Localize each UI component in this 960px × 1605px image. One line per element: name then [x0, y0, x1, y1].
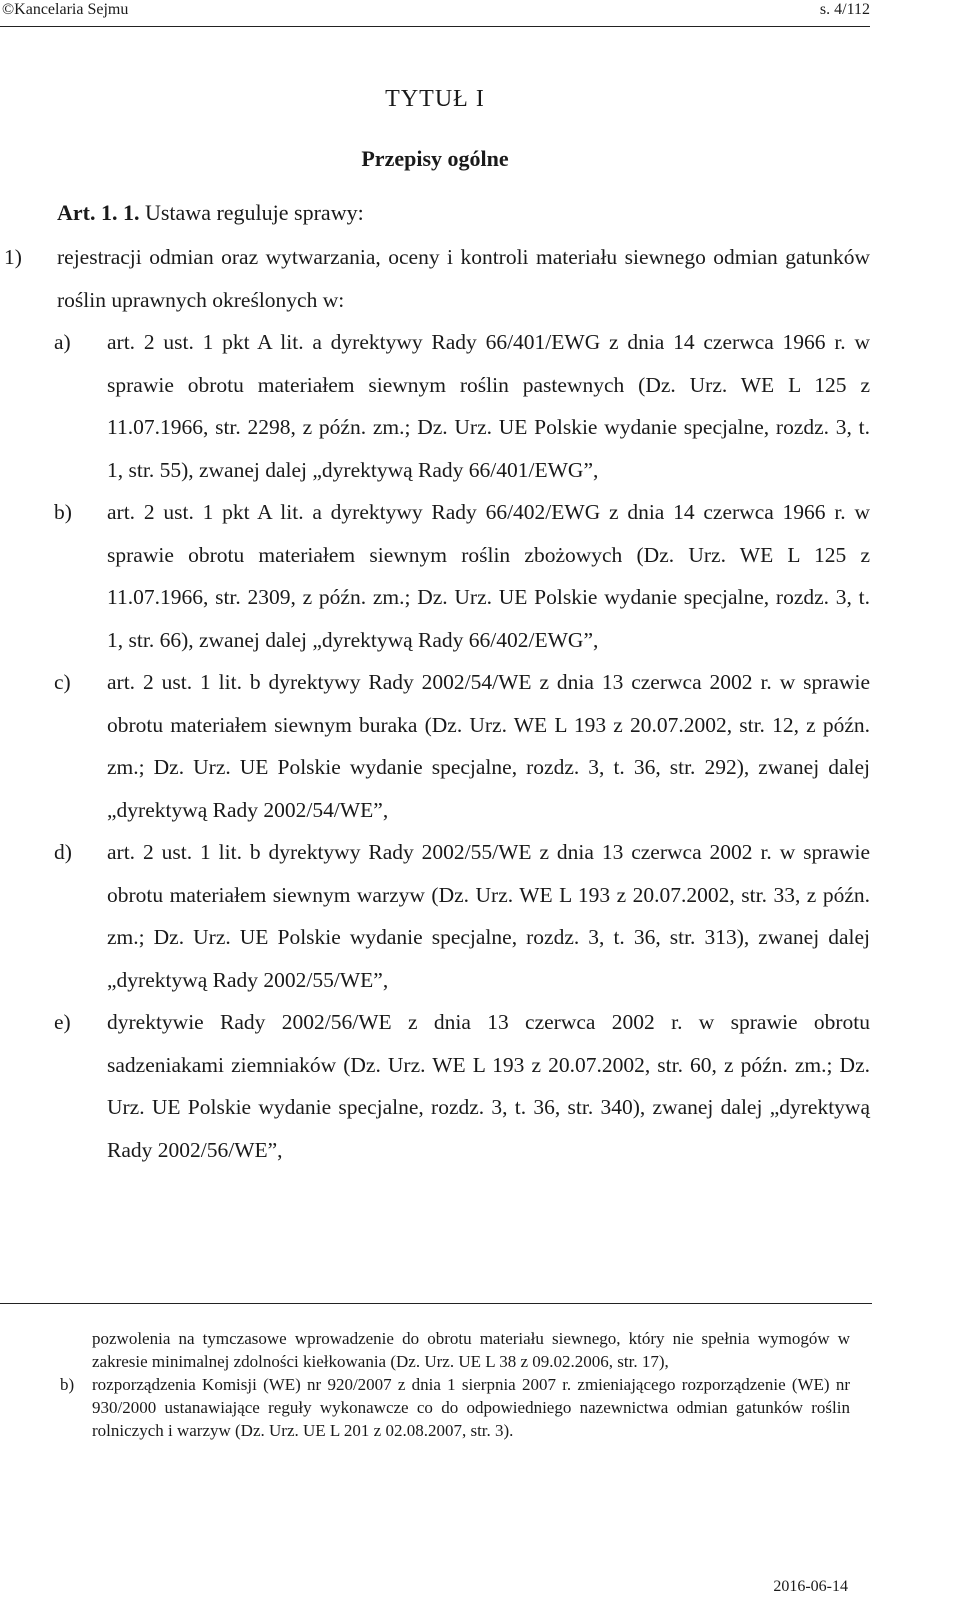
sub-item-c: [0, 661, 870, 831]
footnotes: [0, 1327, 850, 1442]
sub-item-b: [0, 491, 870, 661]
sub-item-label: e): [54, 1010, 71, 1034]
article-body: [0, 236, 870, 1171]
footnote-separator: [0, 1303, 872, 1304]
document-title: TYTUŁ I: [385, 86, 485, 112]
document-subtitle: Przepisy ogólne: [361, 146, 509, 171]
sub-item-text: art. 2 ust. 1 lit. b dyrektywy Rady 2002/54/WE z dnia 13 czerwca 2002 r. w sprawie obrotu materiałem siewnym buraka (Dz. Urz. WE L 193 z 20.07.2002, str. 12, z późn. zm.; Dz. Urz. UE Polskie wydanie specjalne, rozdz. 3, t. 36, str. 292), zwanej dalej „dyrektywą Rady 2002/54/WE”,: [107, 670, 870, 822]
page-header: [0, 0, 870, 27]
sub-item-e: [0, 1001, 870, 1171]
sub-item-text: art. 2 ust. 1 pkt A lit. a dyrektywy Rady 66/402/EWG z dnia 14 czerwca 1966 r. w sprawie obrotu materiałem siewnym roślin zbożowych (Dz. Urz. WE L 125 z 11.07.1966, str. 2309, z późn. zm.; Dz. Urz. UE Polskie wydanie specjalne, rozdz. 3, t. 1, str. 66), zwanej dalej „dyrektywą Rady 66/402/EWG”,: [107, 500, 870, 652]
footer-date: 2016-06-14: [773, 1578, 848, 1595]
sub-item-label: c): [54, 670, 71, 694]
footnote-text: rozporządzenia Komisji (WE) nr 920/2007 z dnia 1 sierpnia 2007 r. zmieniającego rozporządzenie (WE) nr 930/2000 ustanawiające reguły wykonawcze co do odpowiedniego nazewnictwa odmian gatunków roślin rolniczych i warzyw (Dz. Urz. UE L 201 z 02.08.2007, str. 3).: [92, 1375, 850, 1440]
page-number: s. 4/112: [819, 1, 870, 18]
sub-item-label: a): [54, 330, 71, 354]
sub-item-label: d): [54, 840, 72, 864]
footnote-text: pozwolenia na tymczasowe wprowadzenie do obrotu materiału siewnego, który nie spełnia wymogów w zakresie minimalnej zdolności kiełkowania (Dz. Urz. UE L 38 z 09.02.2006, str. 17),: [92, 1329, 850, 1371]
footnote-continued: [0, 1327, 850, 1373]
footnote-label: b): [60, 1375, 75, 1394]
sub-item-text: art. 2 ust. 1 pkt A lit. a dyrektywy Rady 66/401/EWG z dnia 14 czerwca 1966 r. w sprawie obrotu materiałem siewnym roślin pastewnych (Dz. Urz. WE L 125 z 11.07.1966, str. 2298, z późn. zm.; Dz. Urz. UE Polskie wydanie specjalne, rozdz. 3, t. 1, str. 55), zwanej dalej „dyrektywą Rady 66/401/EWG”,: [107, 330, 870, 482]
list-item-text: rejestracji odmian oraz wytwarzania, oceny i kontroli materiału siewnego odmian gatunków roślin uprawnych określonych w:: [57, 245, 870, 312]
article-intro: [57, 200, 364, 226]
sub-item-label: b): [54, 500, 72, 524]
list-item-number: 1): [4, 245, 22, 269]
article-label: Art. 1. 1.: [57, 200, 140, 225]
footnote-b: [0, 1373, 850, 1442]
sub-item-a: [0, 321, 870, 491]
sub-item-text: dyrektywie Rady 2002/56/WE z dnia 13 czerwca 2002 r. w sprawie obrotu sadzeniakami ziemniaków (Dz. Urz. WE L 193 z 20.07.2002, str. 60, z późn. zm.; Dz. Urz. UE Polskie wydanie specjalne, rozdz. 3, t. 36, str. 340), zwanej dalej „dyrektywą Rady 2002/56/WE”,: [107, 1010, 870, 1162]
copyright-text: ©Kancelaria Sejmu: [2, 1, 129, 18]
article-text: Ustawa reguluje sprawy:: [144, 200, 364, 225]
list-item-1: [0, 236, 870, 321]
sub-item-d: [0, 831, 870, 1001]
sub-item-text: art. 2 ust. 1 lit. b dyrektywy Rady 2002/55/WE z dnia 13 czerwca 2002 r. w sprawie obrotu materiałem siewnym warzyw (Dz. Urz. WE L 193 z 20.07.2002, str. 33, z późn. zm.; Dz. Urz. UE Polskie wydanie specjalne, rozdz. 3, t. 36, str. 313), zwanej dalej „dyrektywą Rady 2002/55/WE”,: [107, 840, 870, 992]
